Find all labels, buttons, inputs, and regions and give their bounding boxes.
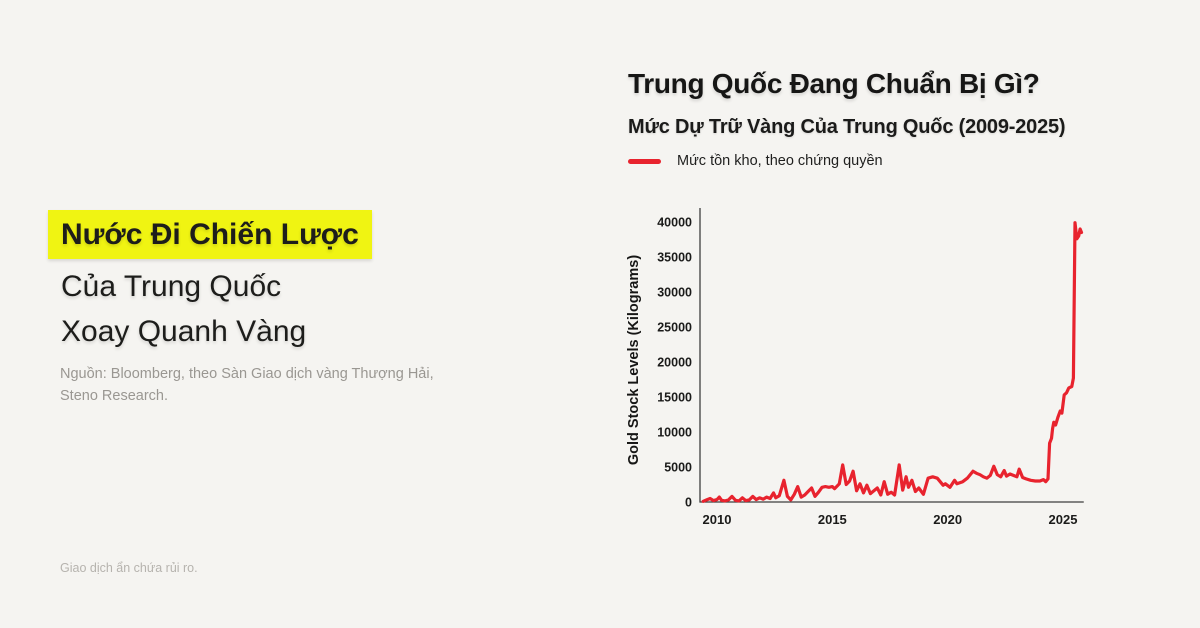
gold-stock-chart — [610, 193, 1100, 538]
svg-text:2025: 2025 — [1048, 512, 1078, 527]
risk-disclaimer: Giao dịch ẩn chứa rủi ro. — [60, 561, 198, 575]
svg-text:15000: 15000 — [657, 390, 692, 405]
svg-text:40000: 40000 — [657, 215, 692, 230]
svg-text:2020: 2020 — [933, 512, 963, 527]
headline-highlighted-text: Nước Đi Chiến Lược — [48, 210, 372, 259]
svg-text:5000: 5000 — [664, 460, 692, 475]
source-line-2: Steno Research. — [60, 388, 169, 405]
svg-text:35000: 35000 — [657, 250, 692, 265]
gold-stock-line-chart-svg — [610, 193, 1100, 538]
svg-text:2015: 2015 — [817, 512, 847, 527]
source-line-1: Nguồn: Bloomberg, theo Sàn Giao dịch vàng Thượng Hải, — [60, 366, 434, 382]
headline-line-3: Xoay Quanh Vàng — [61, 315, 307, 348]
svg-text:30000: 30000 — [657, 285, 692, 300]
headline-line-2: Của Trung Quốc — [61, 270, 282, 303]
legend-line-swatch — [628, 159, 661, 164]
svg-text:10000: 10000 — [657, 425, 692, 440]
source-note — [60, 363, 460, 408]
svg-text:Gold Stock Levels (Kilograms): Gold Stock Levels (Kilograms) — [626, 254, 642, 466]
legend-label: Mức tồn kho, theo chứng quyền — [677, 153, 883, 169]
chart-subtitle: Mức Dự Trữ Vàng Của Trung Quốc (2009-2025) — [628, 116, 1066, 138]
chart-legend — [628, 153, 883, 169]
svg-text:25000: 25000 — [657, 320, 692, 335]
svg-text:20000: 20000 — [657, 355, 692, 370]
chart-title: Trung Quốc Đang Chuẩn Bị Gì? — [628, 68, 1040, 99]
svg-text:2010: 2010 — [702, 512, 732, 527]
svg-text:0: 0 — [685, 495, 692, 510]
left-headline-block — [48, 210, 528, 354]
headline-line-1 — [48, 210, 528, 264]
